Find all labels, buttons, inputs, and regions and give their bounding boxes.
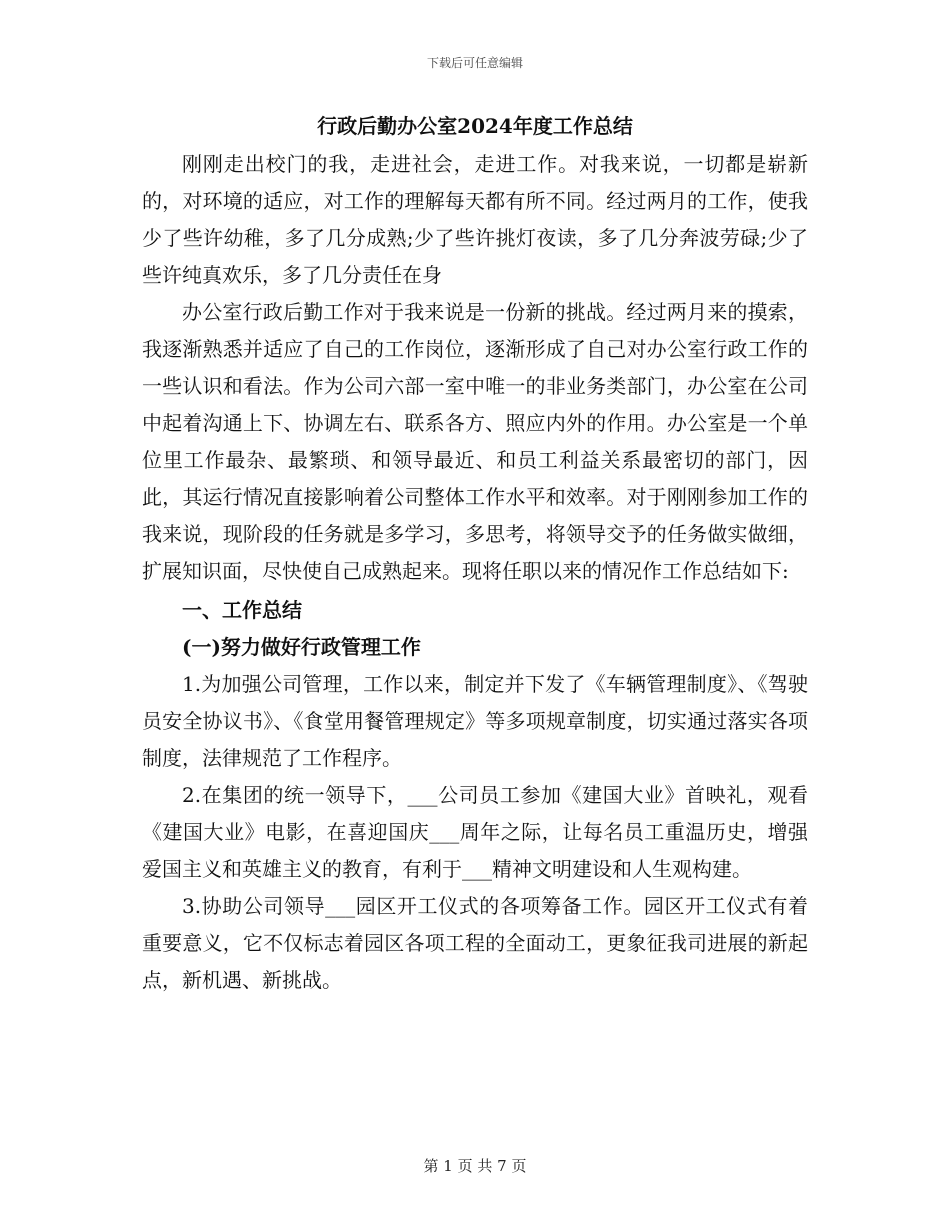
header-note: 下载后可任意编辑 (426, 56, 523, 70)
page-footer: 第 1 页 共 7 页 (423, 1157, 527, 1175)
intro-paragraph: 刚刚走出校门的我，走进社会，走进工作。对我来说，一切都是崭新的，对环境的适应，对工作的理解每天都有所不同。经过两月的工作，使我少了些许幼稚，多了几分成熟;少了些许挑灯夜读，多了几分奔波劳碌;少了些许纯真欢乐，多了几分责任在身 (142, 152, 808, 287)
document-body (142, 110, 808, 999)
section-heading: 一、工作总结 (182, 598, 302, 622)
list-item: 3.协助公司领导___园区开工仪式的各项筹备工作。园区开工仪式有着重要意义，它不仅标志着园区各项工程的全面动工，更象征我司进展的新起点，新机遇、新挑战。 (142, 894, 808, 992)
overview-paragraph: 办公室行政后勤工作对于我来说是一份新的挑战。经过两月来的摸索，我逐渐熟悉并适应了自己的工作岗位，逐渐形成了自己对办公室行政工作的一些认识和看法。作为公司六部一室中唯一的非业务类部门，办公室在公司中起着沟通上下、协调左右、联系各方、照应内外的作用。办公室是一个单位里工作最杂、最繁琐、和领导最近、和员工利益关系最密切的部门，因此，其运行情况直接影响着公司整体工作水平和效率。对于刚刚参加工作的我来说，现阶段的任务就是多学习，多思考，将领导交予的任务做实做细，扩展知识面，尽快使自己成熟起来。现将任职以来的情况作工作总结如下: (142, 300, 808, 583)
list-item: 1.为加强公司管理，工作以来，制定并下发了《车辆管理制度》、《驾驶员安全协议书》、《食堂用餐管理规定》等多项规章制度，切实通过落实各项制度，法律规范了工作程序。 (142, 672, 808, 770)
subsection-heading: (一)努力做好行政管理工作 (182, 635, 421, 659)
document-title: 行政后勤办公室2024年度工作总结 (317, 114, 633, 138)
list-item: 2.在集团的统一领导下，___公司员工参加《建国大业》首映礼，观看《建国大业》电影，在喜迎国庆___周年之际，让每名员工重温历史，增强爱国主义和英雄主义的教育，有利于___精神文明建设和人生观构建。 (142, 783, 808, 881)
